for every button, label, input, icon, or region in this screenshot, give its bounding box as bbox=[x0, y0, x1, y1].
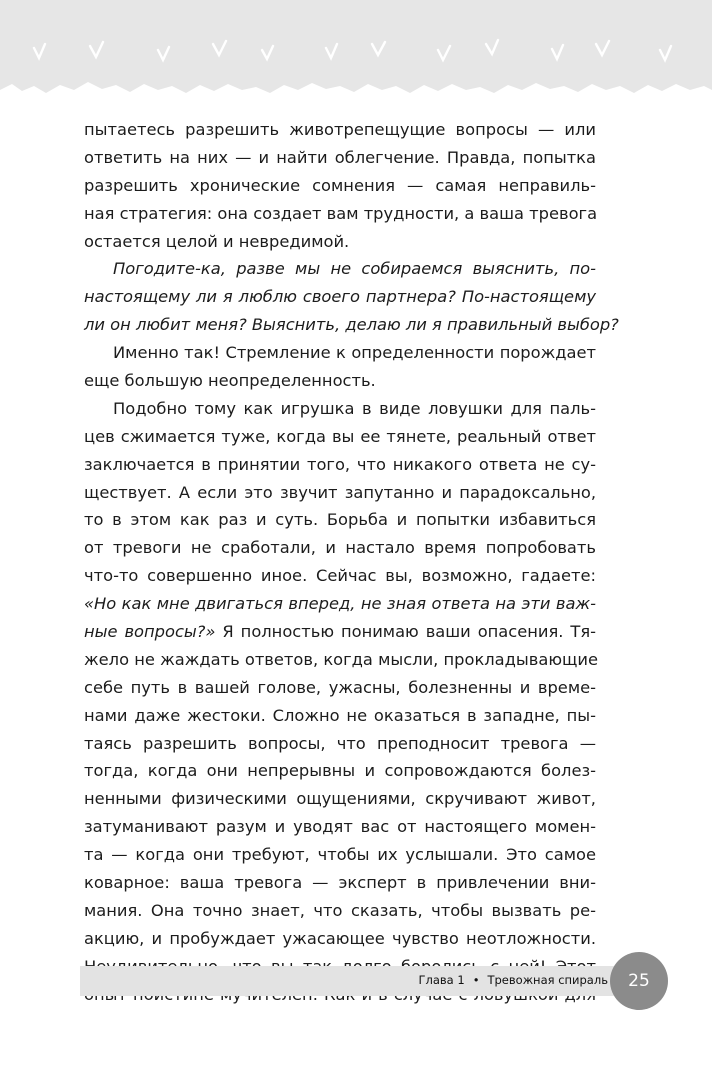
text-line: цев сжимается туже, когда вы ее тянете, реальный ответ bbox=[84, 426, 596, 446]
top-decorative-band bbox=[0, 0, 712, 94]
chapter-label: Глава 1 bbox=[418, 973, 465, 987]
text-line: Погодите-ка, разве мы не собираемся выяснить, по- bbox=[113, 259, 596, 279]
text-line bbox=[84, 618, 596, 646]
text-line: заключается в принятии того, что никакого ответа не су- bbox=[84, 454, 596, 474]
italic-fragment: ные вопросы?» bbox=[84, 622, 216, 642]
body-text bbox=[84, 116, 619, 1009]
text-line: та — когда они требуют, чтобы их услышали. Это самое bbox=[84, 845, 596, 865]
text-line: ная стратегия: она создает вам трудности, а ваша тревога bbox=[84, 203, 598, 223]
torn-edge-shape bbox=[0, 60, 712, 100]
text-line: пытаетесь разрешить животрепещущие вопросы — или bbox=[84, 120, 596, 139]
text-line: «Но как мне двигаться вперед, не зная ответа на эти важ- bbox=[84, 594, 596, 614]
footer-separator: • bbox=[472, 973, 480, 987]
text-line: остается целой и невредимой. bbox=[84, 231, 350, 251]
text-line: ненными физическими ощущениями, скручивают живот, bbox=[84, 789, 596, 809]
text-line: коварное: ваша тревога — эксперт в привлечении вни- bbox=[84, 873, 596, 893]
text-line: Именно так! Стремление к определенности порождает bbox=[113, 343, 596, 363]
text-line: ществует. А если это звучит запутанно и парадоксально, bbox=[84, 482, 596, 502]
text-line: настоящему ли я люблю своего партнера? По-настоящему bbox=[84, 287, 596, 307]
text-line: Подобно тому как игрушка в виде ловушки для паль- bbox=[113, 398, 596, 418]
text-line: таясь разрешить вопросы, что преподносит тревога — bbox=[84, 733, 596, 753]
text-line: акцию, и пробуждает ужасающее чувство неотложности. bbox=[84, 928, 596, 948]
normal-fragment: Я полностью понимаю ваши опасения. Тя- bbox=[215, 622, 597, 642]
text-line: ответить на них — и найти облегчение. Правда, попытка bbox=[84, 147, 596, 167]
text-line: разрешить хронические сомнения — самая неправиль- bbox=[84, 175, 596, 195]
text-line: нами даже жестоки. Сложно не оказаться в западне, пы- bbox=[84, 705, 596, 725]
text-line: мания. Она точно знает, что сказать, чтобы вызвать ре- bbox=[84, 900, 596, 920]
text-line: еще большую неопределенность. bbox=[84, 371, 376, 391]
text-line: от тревоги не сработали, и настало время попробовать bbox=[84, 538, 596, 558]
text-line: себе путь в вашей голове, ужасны, болезненны и време- bbox=[84, 677, 596, 697]
text-line: то в этом как раз и суть. Борьба и попытки избавиться bbox=[84, 510, 596, 530]
section-title: Тревожная спираль bbox=[487, 973, 608, 987]
text-line: жело не жаждать ответов, когда мысли, прокладывающие bbox=[84, 649, 598, 669]
text-line: затуманивают разум и уводят вас от настоящего момен- bbox=[84, 817, 596, 837]
text-line: что-то совершенно иное. Сейчас вы, возможно, гадаете: bbox=[84, 566, 596, 586]
text-line: тогда, когда они непрерывны и сопровождаются болез- bbox=[84, 761, 596, 781]
running-footer bbox=[418, 973, 608, 987]
text-line: ли он любит меня? Выяснить, делаю ли я правильный выбор? bbox=[84, 315, 619, 335]
page-number: 25 bbox=[610, 952, 668, 1010]
